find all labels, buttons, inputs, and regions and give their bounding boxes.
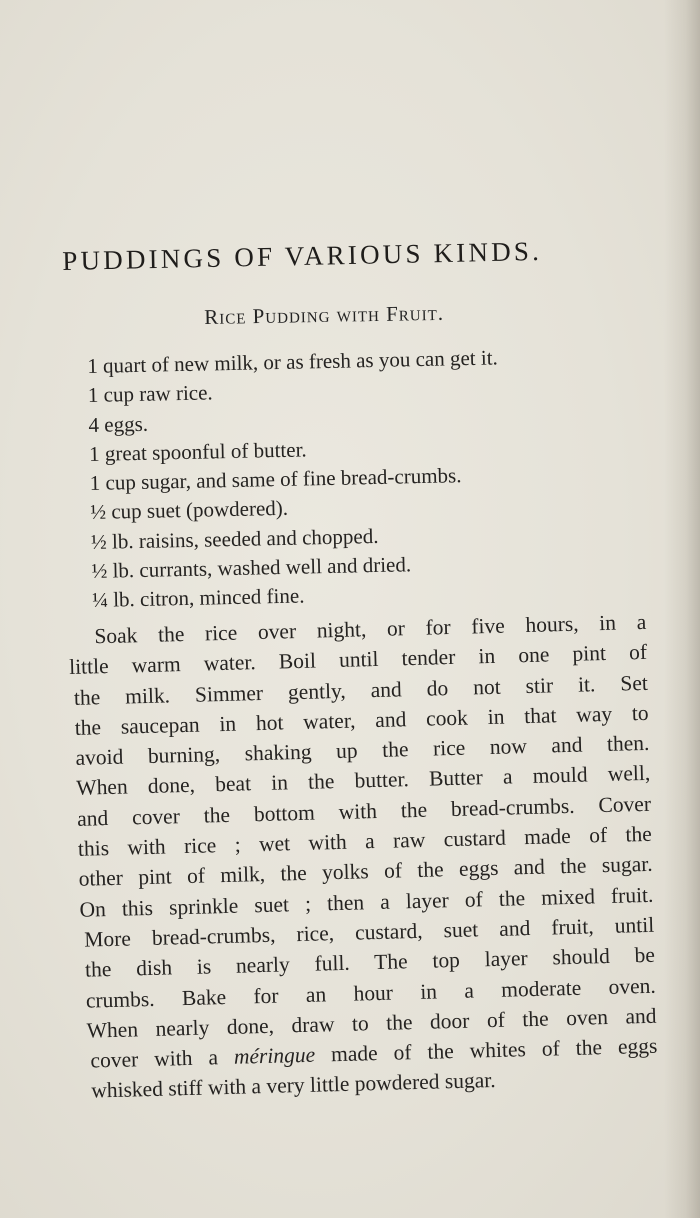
recipe-title: Rice Pudding with Fruit. xyxy=(204,300,445,329)
method-paragraph xyxy=(68,607,658,1107)
method-text: cover with a xyxy=(90,1044,235,1073)
method-line: the dish is nearly full. The top layer should be xyxy=(84,943,656,982)
ingredient-item: ½ lb. raisins, seeded and chopped. xyxy=(90,523,379,554)
method-line: whisked stiff with a very little powdered sugar. xyxy=(90,1068,496,1104)
ingredient-item: 1 quart of new milk, or as fresh as you can get it. xyxy=(87,345,499,378)
ingredient-item: ¼ lb. citron, minced fine. xyxy=(91,583,305,613)
method-text: made of the whites of the eggs xyxy=(314,1033,658,1067)
ingredient-item: 4 eggs. xyxy=(88,411,149,437)
ingredient-item: ½ cup suet (powdered). xyxy=(90,496,289,525)
method-line: More bread-crumbs, rice, custard, suet and fruit, until xyxy=(84,912,655,952)
method-line: the saucepan in hot water, and cook in that way to xyxy=(74,700,649,740)
method-line: and cover the bottom with the bread-crumbs. Cover xyxy=(76,791,652,831)
ingredient-item: 1 cup raw rice. xyxy=(87,380,213,408)
method-line: little warm water. Boil until tender in one pint of xyxy=(68,640,648,680)
method-line: On this sprinkle suet ; then a layer of the mixed fruit. xyxy=(79,882,654,922)
ingredient-item: ½ lb. currants, washed well and dried. xyxy=(91,552,412,584)
method-line: crumbs. Bake for an hour in a moderate oven. xyxy=(85,973,657,1013)
page-gutter-shadow xyxy=(664,0,700,1218)
method-line: the milk. Simmer gently, and do not stir it. Set xyxy=(73,670,649,710)
method-line: avoid burning, shaking up the rice now and then. xyxy=(75,731,650,771)
method-line: Soak the rice over night, or for five hours, in a xyxy=(94,609,647,649)
ingredient-item: 1 great spoonful of butter. xyxy=(88,437,307,466)
meringue-word: méringue xyxy=(233,1042,316,1069)
ingredient-item: 1 cup sugar, and same of fine bread-crumbs. xyxy=(89,463,462,496)
section-heading: PUDDINGS OF VARIOUS KINDS. xyxy=(62,235,543,276)
method-line: other pint of milk, the yolks of the eggs and the sugar. xyxy=(78,852,653,892)
method-line: When done, beat in the butter. Butter a mould well, xyxy=(76,761,651,801)
method-line: When nearly done, draw to the door of the oven and xyxy=(86,1003,657,1043)
ingredient-list xyxy=(87,340,652,615)
method-line: this with rice ; wet with a raw custard made of the xyxy=(77,821,653,861)
